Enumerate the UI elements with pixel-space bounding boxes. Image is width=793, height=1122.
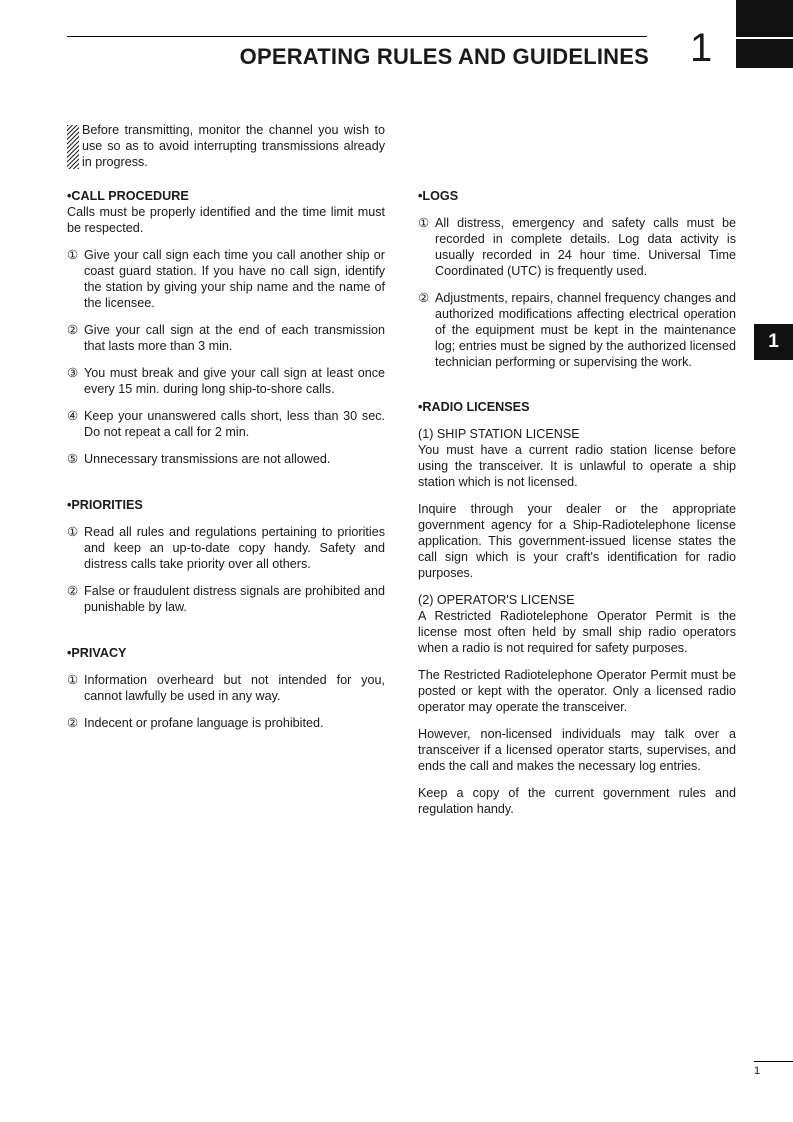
corner-tab-bottom (736, 39, 793, 68)
call-procedure-intro: Calls must be properly identified and the time limit must be respected. (67, 205, 385, 235)
list-text: Give your call sign each time you call another ship or coast guard station. If you have no call sign, identify the station by giving your ship name and the name of the licensee. (84, 248, 385, 310)
ship-station-paragraph: Inquire through your dealer or the appropriate government agency for a Ship-Radiotelephone license application. This government-issued license states the call sign which is your craft's identification for radio purposes. (418, 502, 736, 580)
operator-license-title: (2) OPERATOR'S LICENSE (418, 593, 575, 607)
list-text: You must break and give your call sign at least once every 15 min. during long ship-to-shore calls. (84, 366, 385, 396)
list-item (67, 524, 385, 572)
list-item (67, 408, 385, 440)
list-item (67, 451, 385, 467)
caution-note (67, 122, 385, 170)
operator-paragraph: Keep a copy of the current government rules and regulation handy. (418, 786, 736, 816)
list-text: Adjustments, repairs, channel frequency changes and authorized modifications affecting electrical operation of the equipment must be kept in the maintenance log; entries must be signed by the authorized licensed technician performing or supervising the work. (435, 291, 736, 369)
caution-text: Before transmitting, monitor the channel you wish to use so as to avoid interrupting transmissions already in progress. (82, 123, 385, 169)
ship-station-license-title: (1) SHIP STATION LICENSE (418, 427, 580, 441)
list-number: ② (67, 716, 79, 730)
list-text: False or fraudulent distress signals are prohibited and punishable by law. (84, 584, 385, 614)
right-column (418, 188, 736, 817)
list-item (67, 715, 385, 731)
list-number: ① (67, 673, 79, 687)
list-item (67, 583, 385, 615)
list-number: ③ (67, 366, 79, 380)
list-number: ⑤ (67, 452, 79, 466)
list-number: ④ (67, 409, 79, 423)
list-number: ② (67, 323, 79, 337)
footer-page-number: 1 (754, 1065, 761, 1077)
chapter-number: 1 (690, 26, 713, 70)
radio-licenses-heading: •RADIO LICENSES (418, 400, 530, 414)
call-procedure-heading: •CALL PROCEDURE (67, 189, 189, 203)
list-item (67, 672, 385, 704)
logs-heading: •LOGS (418, 189, 459, 203)
list-text: All distress, emergency and safety calls must be recorded in complete details. Log data activity is usually recorded in 24 hour time. Universal Time Coordinated (UTC) is frequently used. (435, 216, 736, 278)
list-number: ② (67, 584, 79, 598)
list-item (418, 290, 736, 370)
hatched-caution-icon (67, 125, 79, 169)
list-text: Unnecessary transmissions are not allowed. (84, 452, 331, 466)
list-text: Indecent or profane language is prohibited. (84, 716, 324, 730)
operator-paragraph: A Restricted Radiotelephone Operator Permit is the license most often held by small ship radio operators when a radio is not required for safety purposes. (418, 609, 736, 655)
privacy-heading: •PRIVACY (67, 646, 127, 660)
header-rule (67, 36, 647, 37)
list-text: Give your call sign at the end of each transmission that lasts more than 3 min. (84, 323, 385, 353)
list-text: Keep your unanswered calls short, less than 30 sec. Do not repeat a call for 2 min. (84, 409, 385, 439)
operator-paragraph: However, non-licensed individuals may talk over a transceiver if a licensed operator starts, supervises, and ends the call and makes the necessary log entries. (418, 727, 736, 773)
page-title: OPERATING RULES AND GUIDELINES (239, 44, 649, 69)
list-text: Information overheard but not intended for you, cannot lawfully be used in any way. (84, 673, 385, 703)
operator-paragraph: The Restricted Radiotelephone Operator Permit must be posted or kept with the operator. Only a licensed radio operator may operate the transceiver. (418, 668, 736, 714)
ship-station-paragraph: You must have a current radio station license before using the transceiver. It is unlawful to operate a ship station which is not licensed. (418, 443, 736, 489)
list-number: ② (418, 291, 430, 305)
list-text: Read all rules and regulations pertaining to priorities and keep an up-to-date copy handy. Safety and distress calls take priority over all others. (84, 525, 385, 571)
list-item (418, 215, 736, 279)
footer-rule (754, 1061, 793, 1062)
list-item (67, 365, 385, 397)
list-item (67, 247, 385, 311)
chapter-side-tab: 1 (754, 324, 793, 360)
left-column (67, 122, 385, 731)
list-number: ① (67, 248, 79, 262)
list-item (67, 322, 385, 354)
list-number: ① (418, 216, 430, 230)
corner-tab-top (736, 0, 793, 37)
list-number: ① (67, 525, 79, 539)
priorities-heading: •PRIORITIES (67, 498, 143, 512)
